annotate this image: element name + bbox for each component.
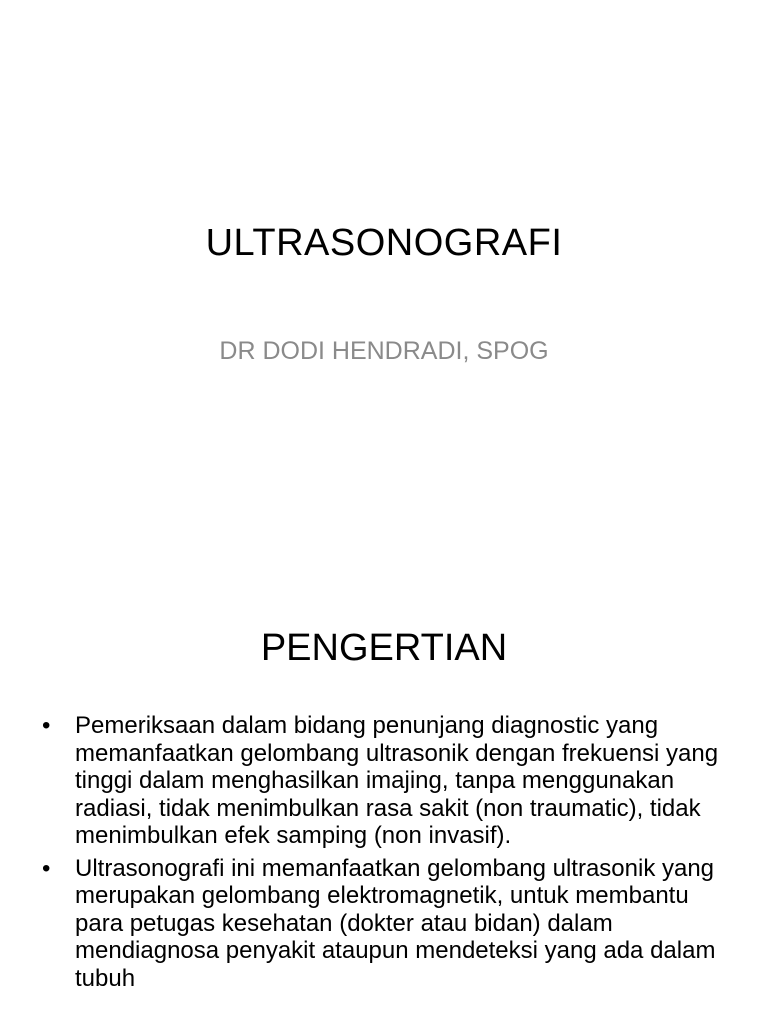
bullet-item bbox=[42, 855, 732, 993]
bullet-icon: • bbox=[42, 854, 51, 882]
content-slide bbox=[0, 576, 768, 1024]
author-subtitle: DR DODI HENDRADI, SPOG bbox=[219, 337, 549, 365]
bullet-item bbox=[42, 712, 732, 850]
slide-title: PENGERTIAN bbox=[260, 627, 508, 669]
slide-title: ULTRASONOGRAFI bbox=[205, 222, 563, 264]
bullet-list bbox=[42, 712, 732, 997]
bullet-text: Ultrasonografi ini memanfaatkan gelombang ultrasonik yang merupakan gelombang elektromagnetik, untuk membantu para petugas kesehatan (dokter atau bidan) dalam mendiagnosa penyakit ataupun mendeteksi yang ada dalam tubuh bbox=[75, 854, 716, 992]
bullet-icon: • bbox=[42, 712, 51, 739]
bullet-text: Pemeriksaan dalam bidang penunjang diagnostic yang memanfaatkan gelombang ultrasonik dengan frekuensi yang tinggi dalam menghasilkan imajing, tanpa menggunakan radiasi, tidak menimbulkan rasa sakit (non traumatic), tidak menimbulkan efek samping (non invasif). bbox=[75, 712, 719, 849]
